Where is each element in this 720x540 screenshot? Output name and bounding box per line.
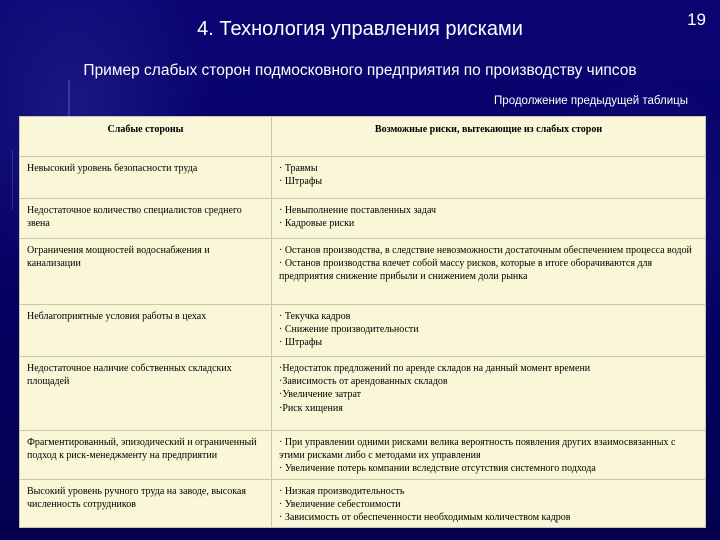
risks-cell [272, 357, 706, 431]
weakness-cell: Неблагоприятные условия работы в цехах [20, 305, 272, 357]
table-row [20, 199, 706, 239]
risk-item: · Снижение производительности [279, 324, 419, 336]
risk-item: ·Увеличение затрат [279, 389, 362, 401]
table-row [20, 305, 706, 357]
risk-item: · Зависимость от обеспеченности необходимым количеством кадров [279, 511, 571, 523]
page-number: 19 [687, 10, 706, 29]
table-row [20, 357, 706, 431]
risks-cell [272, 431, 706, 480]
risk-item: · Останов производства влечет собой массу рисков, которые в итоге оборачиваются для предприятия снижение прибыли и снижением доли рынка [279, 258, 653, 283]
weakness-cell: Фрагментированный, эпизодический и ограниченный подход к риск-менеджменту на предприятии [20, 431, 272, 480]
risk-item: · Штрафы [279, 176, 323, 188]
risk-item: ·Недостаток предложений по аренде складов на данный момент времени [279, 363, 591, 374]
risk-item: · Низкая производительность [279, 485, 405, 497]
background-streak [12, 150, 13, 210]
risks-cell [272, 239, 706, 305]
table-row [20, 239, 706, 305]
risk-item: ·Зависимость от арендованных складов [279, 376, 448, 388]
risk-item: · Невыполнение поставленных задач [279, 205, 437, 216]
slide-subtitle: Пример слабых сторон подмосковного предприятия по производству чипсов [83, 62, 637, 79]
weakness-cell: Недостаточное количество специалистов среднего звена [20, 199, 272, 239]
risk-item: · При управлении одними рисками велика вероятность появления других взаимосвязанных с этими рисками либо с методами их управления [279, 437, 676, 462]
risk-item: · Кадровые риски [279, 218, 355, 230]
weakness-cell: Ограничения мощностей водоснабжения и канализации [20, 239, 272, 305]
table-row [20, 157, 706, 199]
risks-cell [272, 479, 706, 528]
risk-item: · Останов производства, в следствие невозможности достаточным обеспечением процесса водой [279, 245, 692, 256]
risk-item: ·Риск хищения [279, 402, 343, 414]
table-row [20, 431, 706, 480]
risk-item: · Увеличение потерь компании вследствие отсутствия системного подхода [279, 463, 596, 475]
continued-note: Продолжение предыдущей таблицы [494, 95, 688, 107]
weakness-cell: Невысокий уровень безопасности труда [20, 157, 272, 199]
background-streak [68, 80, 70, 120]
slide-title: 4. Технология управления рисками [197, 18, 523, 40]
header-risks: Возможные риски, вытекающие из слабых сторон [272, 117, 706, 157]
table-row [20, 479, 706, 528]
header-weaknesses: Слабые стороны [20, 117, 272, 157]
risk-item: · Штрафы [279, 337, 323, 349]
risk-item: · Травмы [279, 163, 318, 174]
risks-cell [272, 199, 706, 239]
risks-cell [272, 157, 706, 199]
risks-cell [272, 305, 706, 357]
weakness-cell: Высокий уровень ручного труда на заводе, высокая численность сотрудников [20, 479, 272, 528]
risk-table-container [19, 116, 705, 524]
weakness-cell: Недостаточное наличие собственных складских площадей [20, 357, 272, 431]
table-header-row [20, 117, 706, 157]
risk-table [19, 116, 706, 528]
risk-item: · Текучка кадров [279, 311, 351, 322]
risk-item: · Увеличение себестоимости [279, 498, 401, 510]
